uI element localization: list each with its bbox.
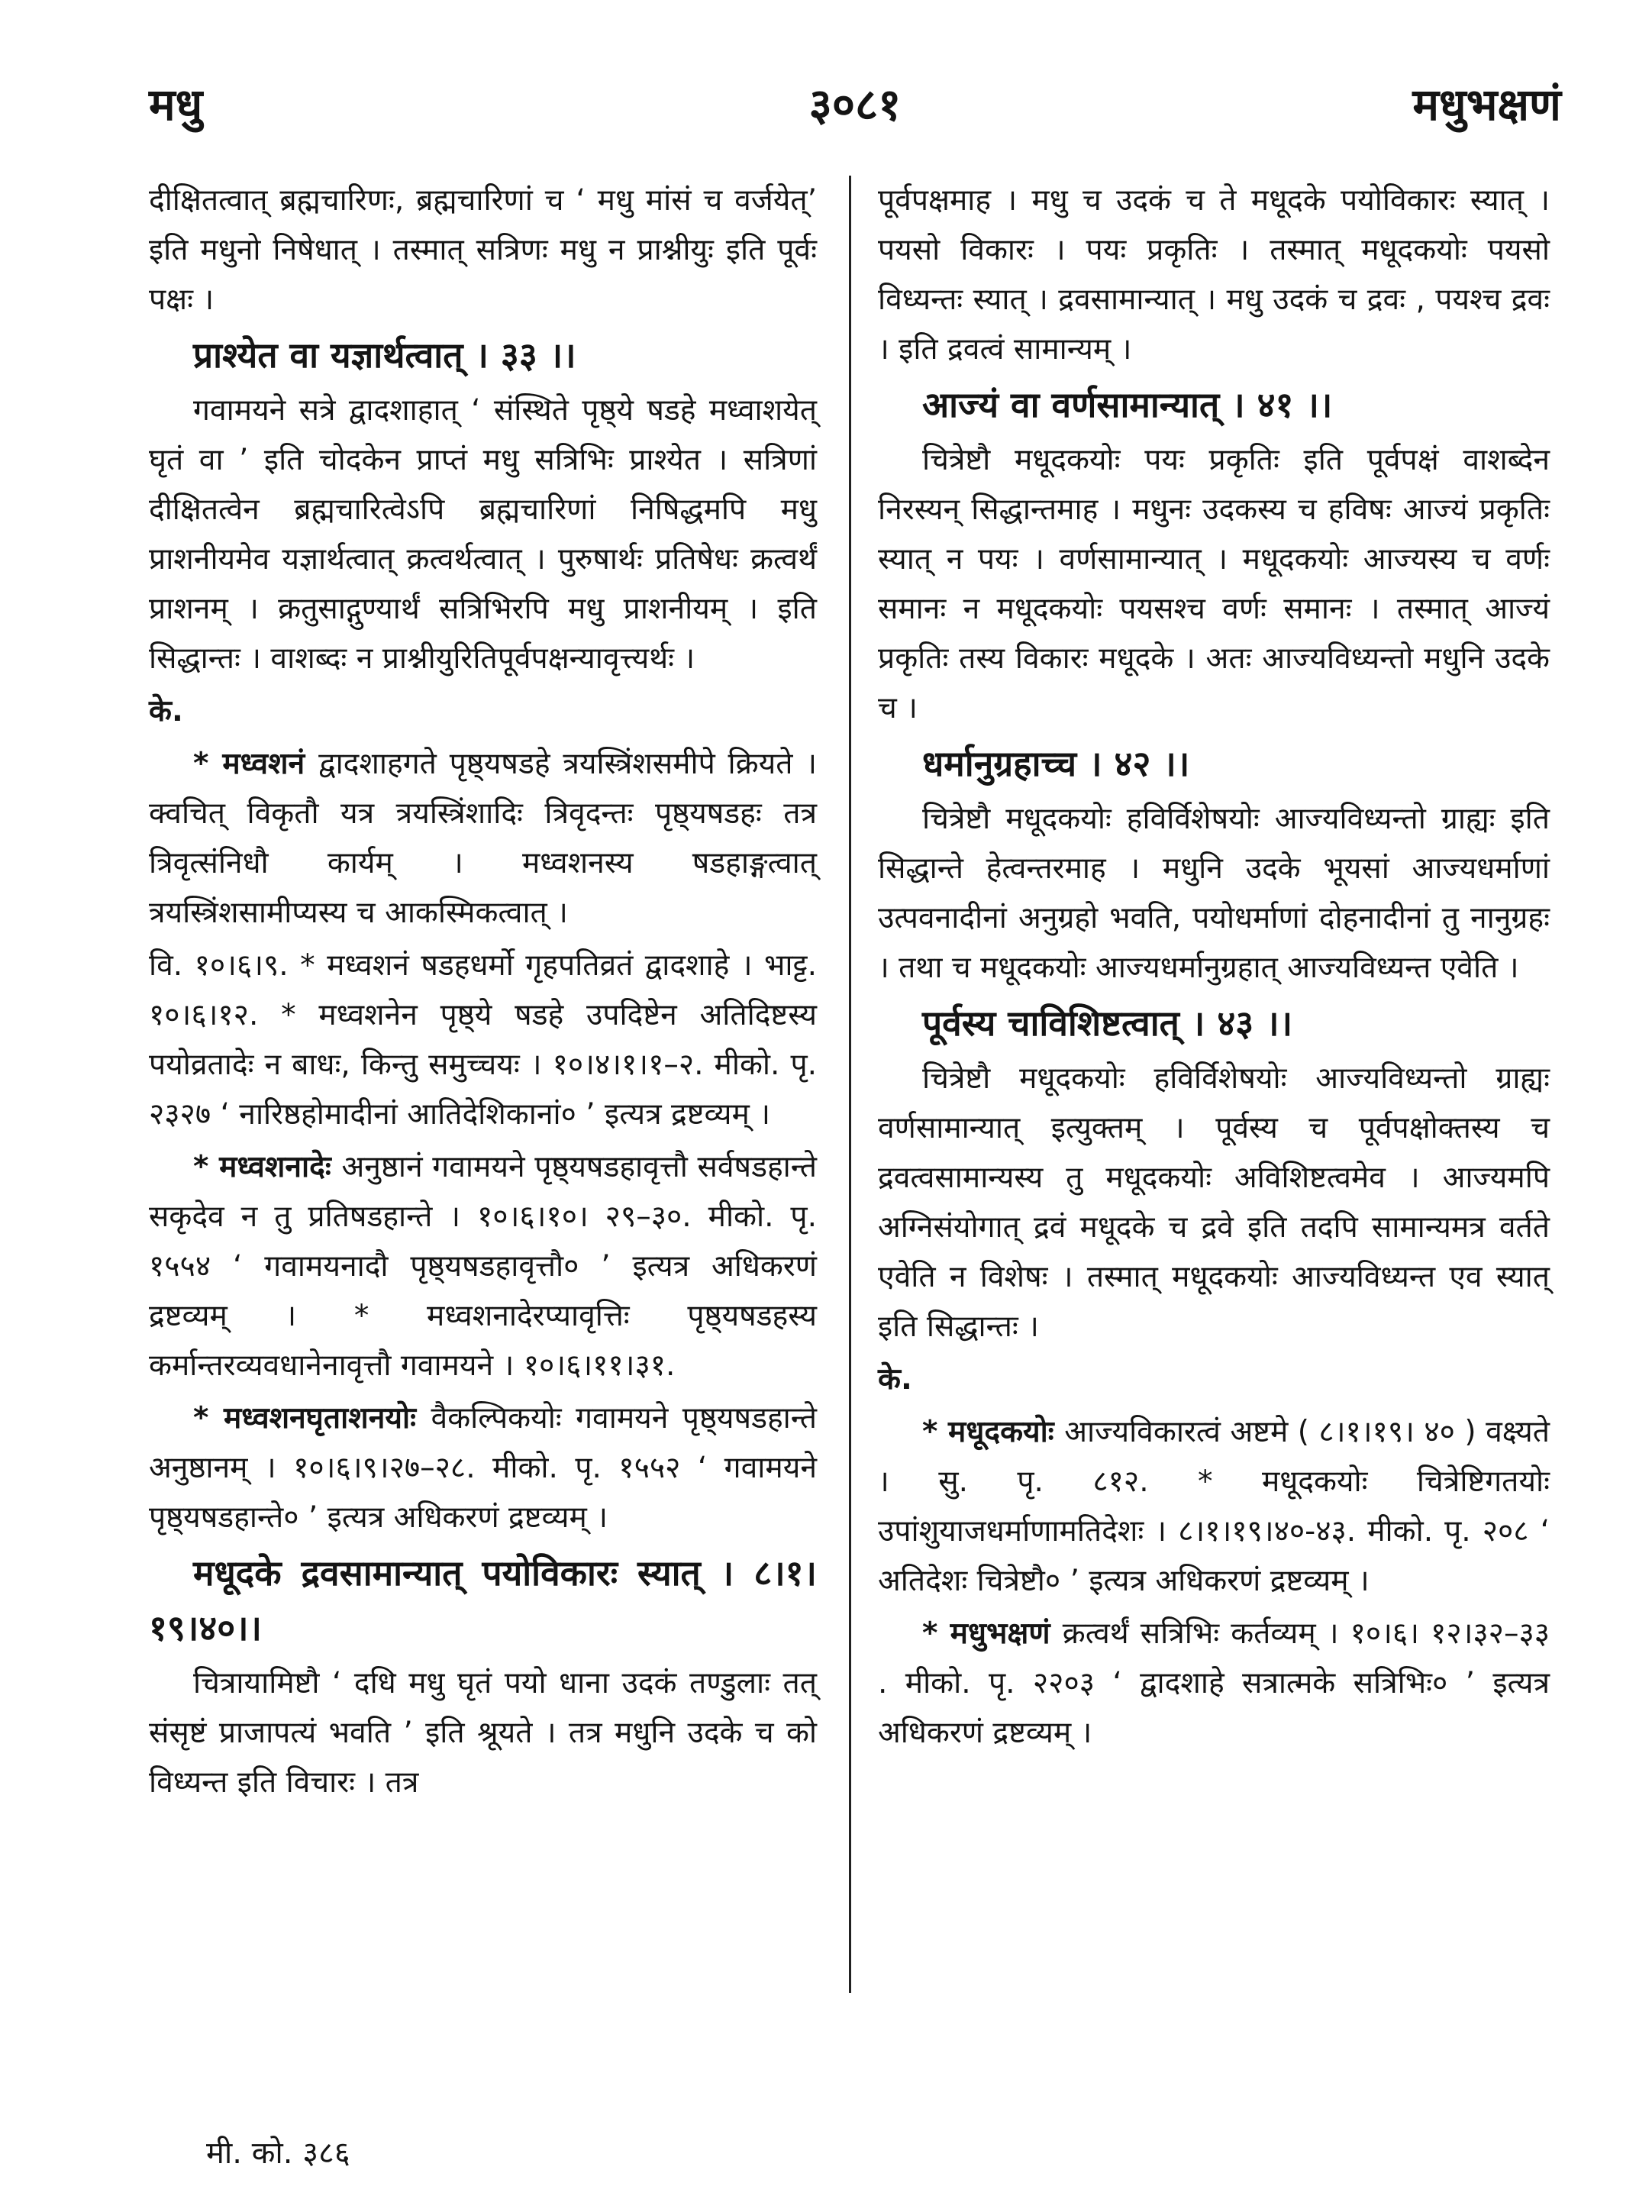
note-text: वैकल्पिकयोः गवामयने पृष्ठ्यषडहान्ते अनुष्ठानम् । १०।६।९।२७–२८. मीको. पृ. १५५२ ‘ गवामयने पृष्ठ्यषडहान्ते० ’ इत्यत्र अधिकरणं द्रष्टव्यम् ।	[149, 1401, 817, 1535]
paragraph: पूर्वपक्षमाह । मधु च उदकं च ते मधूदके पयोविकारः स्यात् । पयसो विकारः । पयः प्रकृतिः । तस्मात् मधूदकयोः पयसो विध्यन्तः स्यात् । द्रवसामान्यात् । मधु उदकं च द्रवः , पयश्च द्रवः । इति द्रवत्वं सामान्यम् ।	[878, 183, 1550, 367]
note-head: * मध्वशनं	[193, 747, 319, 781]
note-entry	[878, 1609, 1550, 1758]
footer-signature: मी. को. ३८६	[206, 2136, 350, 2171]
sutra-heading: धर्मानुग्रहाच्च । ४२ ।।	[922, 743, 1190, 784]
note-head: * मधुभक्षणं	[922, 1616, 1063, 1651]
paragraph: वि. १०।६।९. * मध्वशनं षडहधर्मो गृहपतिव्रतं द्वादशाहे । भाट्ट. १०।६।१२. * मध्वशनेन पृष्ठ्ये षडहे उपदिष्टेन अतिदिष्टस्य पयोव्रतादेः न बाधः, किन्तु समुच्चयः । १०।४।१।१–२. मीको. पृ. २३२७ ‘ नारिष्ठहोमादीनां आतिदेशिकानां० ’ इत्यत्र द्रष्टव्यम् ।	[149, 948, 817, 1132]
paragraph: चित्रेष्टौ मधूदकयोः हविर्विशेषयोः आज्यविध्यन्तो ग्राह्यः इति सिद्धान्ते हेत्वन्तरमाह । मधुनि उदके भूयसां आज्यधर्माणां उत्पवनादीनां अनुग्रहो भवति, पयोधर्माणां दोहनादीनां तु नानुग्रहः । तथा च मधूदकयोः आज्यधर्मानुग्रहात् आज्यविध्यन्त एवेति ।	[878, 802, 1550, 985]
paragraph: चित्रायामिष्टौ ‘ दधि मधु घृतं पयो धाना उदकं तण्डुलाः तत् संसृष्टं प्राजापत्यं भवति ’ इति श्रूयते । तत्र मधुनि उदके च को विध्यन्त इति विचारः । तत्र	[149, 1666, 817, 1800]
note-text: अनुष्ठानं गवामयने पृष्ठ्यषडहावृत्तौ सर्वषडहान्ते सकृदेव न तु प्रतिषडहान्ते । १०।६।१०। २९–३०. मीको. पृ. १५५४ ‘ गवामयनादौ पृष्ठ्यषडहावृत्तौ० ’ इत्यत्र अधिकरणं द्रष्टव्यम् । * मध्वशनादेरप्यावृत्तिः पृष्ठ्यषडहस्य कर्मान्तरव्यवधानेनावृत्तौ गवामयने । १०।६।११।३१.	[149, 1150, 817, 1383]
header-right-word: मधुभक्षणं	[1412, 79, 1561, 131]
sutra-heading: मधूदके द्रवसामान्यात् पयोविकारः स्यात् । ८।१।१९।४०।।	[149, 1552, 817, 1649]
paragraph: गवामयने सत्रे द्वादशाहात् ‘ संस्थिते पृष्ठ्ये षडहे मध्वाशयेत् घृतं वा ’ इति चोदकेन प्राप्तं मधु सत्रिभिः प्राश्येत । सत्रिणां दीक्षितत्वेन ब्रह्मचारित्वेऽपि ब्रह्मचारिणां निषिद्धमपि मधु प्राशनीयमेव यज्ञार्थत्वात् क्रत्वर्थत्वात् । पुरुषार्थः प्रतिषेधः क्रत्वर्थं प्राशनम् । क्रतुसाद्गुण्यार्थं सत्रिभिरपि मधु प्राशनीयम् । इति सिद्धान्तः । वाशब्दः न प्राश्नीयुरितिपूर्वपक्षन्यावृत्त्यर्थः ।	[149, 393, 817, 676]
sutra-heading: प्राश्येत वा यज्ञार्थत्वात् । ३३ ।।	[193, 334, 576, 376]
page-number: ३०८१	[808, 79, 902, 131]
note-entry	[149, 1393, 817, 1542]
paragraph: चित्रेष्टौ मधूदकयोः हविर्विशेषयोः आज्यविध्यन्तो ग्राह्यः वर्णसामान्यात् इत्युक्तम् । पूर्वस्य च पूर्वपक्षोक्तस्य च द्रवत्वसामान्यस्य तु मधूदकयोः अविशिष्टत्वमेव । आज्यमपि अग्निसंयोगात् द्रवं मधूदके च द्रवे इति तदपि सामान्यमत्र वर्तते एवेति न विशेषः । तस्मात् मधूदकयोः आज्यविध्यन्त एव स्यात् इति सिद्धान्तः ।	[878, 1061, 1550, 1344]
left-column	[149, 176, 817, 1810]
column-divider	[849, 176, 851, 1993]
right-column	[878, 176, 1550, 1761]
page-header	[149, 73, 1561, 141]
note-entry	[149, 739, 817, 938]
paragraph: दीक्षितत्वात् ब्रह्मचारिणः, ब्रह्मचारिणां च ‘ मधु मांसं च वर्जयेत्’ इति मधुनो निषेधात् । तस्मात् सत्रिणः मधु न प्राश्नीयुः इति पूर्वः पक्षः ।	[149, 183, 817, 317]
header-left-word: मधु	[149, 79, 203, 131]
note-text: आज्यविकारत्वं अष्टमे ( ८।१।१९। ४० ) वक्ष्यते । सु. पृ. ८१२. * मधूदकयोः चित्रेष्टिगतयोः उपांशुयाजधर्माणामतिदेशः । ८।१।१९।४०-४३. मीको. पृ. २०८ ‘ अतिदेशः चित्रेष्टौ० ’ इत्यत्र अधिकरणं द्रष्टव्यम् ।	[878, 1415, 1550, 1598]
note-entry	[878, 1407, 1550, 1606]
note-head: * मध्वशनघृताशनयोः	[193, 1401, 431, 1435]
sutra-heading: आज्यं वा वर्णसामान्यात् । ४१ ।।	[922, 384, 1333, 425]
note-head: * मधूदकयोः	[922, 1415, 1065, 1449]
note-entry	[149, 1142, 817, 1390]
source-abbreviation: के.	[878, 1362, 912, 1397]
note-head: * मध्वशनादेः	[193, 1150, 342, 1184]
source-abbreviation: के.	[149, 694, 183, 728]
note-text: द्वादशाहगते पृष्ठ्यषडहे त्रयस्त्रिंशसमीपे क्रियते । क्वचित् विकृतौ यत्र त्रयस्त्रिंशादिः त्रिवृदन्तः पृष्ठ्यषडहः तत्र त्रिवृत्संनिधौ कार्यम् । मध्वशनस्य षडहाङ्गत्वात् त्रयस्त्रिंशसामीप्यस्य च आकस्मिकत्वात् ।	[149, 747, 817, 930]
note-text: क्रत्वर्थं सत्रिभिः कर्तव्यम् । १०।६। १२।३२–३३ . मीको. पृ. २२०३ ‘ द्वादशाहे सत्रात्मके सत्रिभिः० ’ इत्यत्र अधिकरणं द्रष्टव्यम् ।	[878, 1616, 1550, 1750]
paragraph: चित्रेष्टौ मधूदकयोः पयः प्रकृतिः इति पूर्वपक्षं वाशब्देन निरस्यन् सिद्धान्तमाह । मधुनः उदकस्य च हविषः आज्यं प्रकृतिः स्यात् न पयः । वर्णसामान्यात् । मधूदकयोः आज्यस्य च वर्णः समानः न मधूदकयोः पयसश्च वर्णः समानः । तस्मात् आज्यं प्रकृतिः तस्य विकारः मधूदके । अतः आज्यविध्यन्तो मधुनि उदके च ।	[878, 443, 1550, 725]
sutra-heading: पूर्वस्य चाविशिष्टत्वात् । ४३ ।।	[922, 1003, 1293, 1044]
